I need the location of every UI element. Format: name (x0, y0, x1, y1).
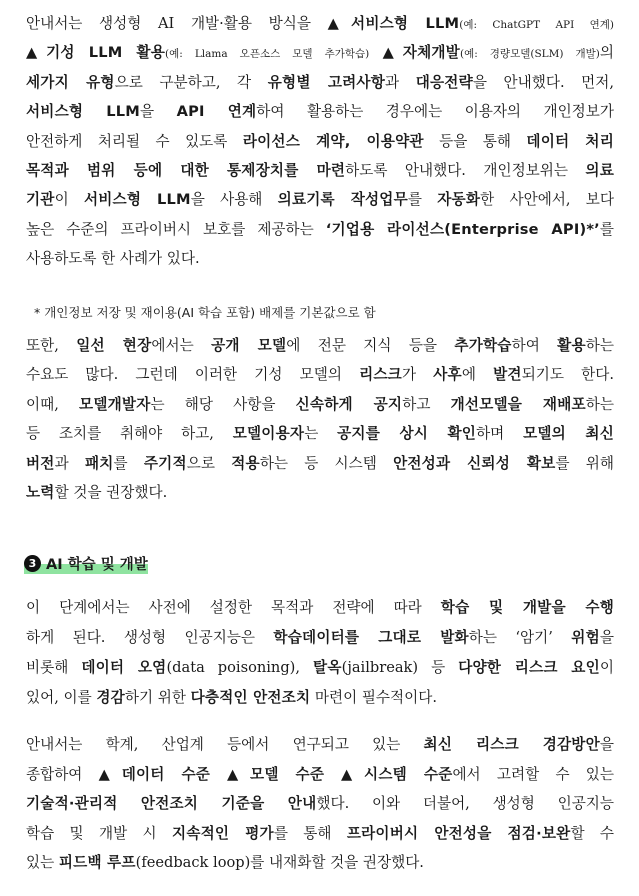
text-segment: (feedback loop)를 내재화할 것을 권장했다. (135, 854, 424, 872)
text-line (26, 365, 614, 385)
bold-text: 공지를 상시 확인 (337, 425, 477, 443)
bold-text: 모델의 최신 (523, 425, 614, 443)
text-segment: (data poisoning), (166, 659, 314, 676)
bold-text: 기관 (26, 191, 55, 209)
bold-text: 대응전략 (415, 73, 473, 91)
text-line (26, 658, 614, 678)
bold-text: 다층적인 안전조치 (190, 689, 311, 706)
text-segment: 는 (304, 425, 338, 443)
text-line (26, 161, 614, 181)
bold-text: 적용 (231, 454, 260, 472)
bold-text: 다양한 리스크 요인 (458, 659, 600, 676)
bold-text: 유형별 고려사항 (267, 73, 386, 91)
text-segment: 이 단계에서는 사전에 설정한 목적과 전략에 따라 (26, 599, 441, 616)
text-segment: 을 (140, 103, 177, 121)
bold-text: 서비스형 LLM (83, 191, 191, 209)
text-segment: 할 것을 권장했다. (54, 484, 168, 501)
text-line (26, 43, 614, 64)
text-segment: 등을 통해 (423, 132, 527, 150)
text-segment: 하기 위한 (124, 689, 191, 706)
bold-text: 프라이버시 안전성을 점검·보완 (346, 824, 571, 842)
bold-text: 서비스형 LLM (26, 103, 141, 121)
text-line (26, 73, 614, 93)
bold-text: 위험 (571, 629, 600, 646)
text-segment: (예: Llama 오픈소스 모델 추가학습) (165, 48, 370, 61)
text-line (26, 853, 614, 873)
text-segment: (예: ChatGPT API 연계) (459, 19, 614, 31)
text-segment: 마련이 필수적이다. (310, 689, 437, 706)
text-line (26, 132, 614, 152)
text-segment: 가 (401, 366, 434, 384)
text-segment: 또한, (26, 337, 77, 354)
bold-text: 데이터 처리 (526, 132, 614, 150)
text-line (26, 336, 614, 356)
text-segment: 하며 (476, 425, 524, 443)
text-line (26, 735, 614, 755)
text-segment: 을 (599, 629, 614, 646)
text-segment: 를 통해 (273, 824, 347, 842)
bold-text: 라이선스 계약, 이용약관 (242, 132, 424, 150)
bold-text: 경감 (96, 689, 125, 706)
bold-text: ‘기업용 라이선스(Enterprise API)*’ (325, 220, 600, 238)
bold-text: 지속적인 평가 (172, 824, 274, 842)
text-line (26, 249, 614, 269)
text-segment: (jailbreak) 등 (341, 659, 459, 676)
text-line (26, 688, 614, 708)
text-segment: 과 (385, 73, 416, 91)
text-segment: (예: 경량모델(SLM) 개발) (459, 48, 600, 61)
bold-text: 의료기록 작성업무 (277, 191, 408, 209)
text-segment (369, 44, 382, 61)
text-segment: 하는 ‘암기’ (468, 629, 572, 646)
text-line (26, 628, 614, 648)
section-heading (24, 551, 148, 575)
text-segment: 이 (54, 191, 84, 209)
text-segment: 있어, 이를 (26, 689, 97, 706)
bold-text: 모델이용자 (232, 425, 305, 443)
bold-text: 자동화 (437, 191, 481, 209)
section-number-icon: 3 (24, 555, 41, 572)
text-segment: 안내서는 학계, 산업계 등에서 연구되고 있는 (26, 736, 424, 753)
bold-text: 안전성과 신뢰성 확보 (393, 454, 556, 472)
text-segment: 과 (54, 454, 85, 472)
bold-text: 학습데이터를 그대로 발화 (273, 629, 469, 646)
text-segment: 으로 구분하고, 각 (114, 73, 268, 91)
text-segment: 안전하게 처리될 수 있도록 (26, 132, 243, 150)
text-segment: 학습 및 개발 시 (26, 824, 173, 842)
section-title: AI 학습 및 개발 (46, 556, 148, 573)
bold-text: 노력 (26, 484, 55, 501)
text-segment: 으로 (186, 454, 232, 472)
bold-text: 일선 현장 (76, 337, 152, 354)
bold-text: 데이터 오염 (81, 659, 167, 676)
bold-text: 세가지 유형 (26, 73, 115, 91)
text-segment: 높은 수준의 프라이버시 보호를 제공하는 (26, 220, 326, 238)
bold-text: 패치 (84, 454, 114, 472)
text-segment: 종합하여 (26, 765, 99, 783)
bold-text: ▲자체개발 (382, 44, 460, 62)
bold-text: 버전 (26, 454, 55, 472)
text-segment: 에서는 (151, 337, 212, 354)
bold-text: 활용 (557, 337, 586, 354)
bold-text: 학습 및 개발을 수행 (440, 599, 614, 616)
text-segment: 에 전문 지식 등을 (286, 337, 455, 354)
bold-text: 최신 리스크 경감방안 (423, 736, 600, 753)
text-line (26, 824, 614, 844)
text-segment: 하고 (402, 395, 451, 413)
text-line (26, 794, 614, 814)
text-line (26, 102, 614, 122)
text-segment: 하게 된다. 생성형 인공지능은 (26, 629, 274, 646)
text-line (26, 454, 614, 474)
bold-text: 기술적·관리적 안전조치 기준을 안내 (26, 795, 317, 813)
text-segment: 을 안내했다. 먼저, (472, 73, 614, 91)
bold-text: 의료 (585, 162, 614, 179)
text-segment: 이 (599, 659, 614, 676)
text-segment: 이때, (26, 395, 80, 413)
text-segment: 하여 활용하는 경우에는 이용자의 개인정보가 (256, 103, 614, 121)
text-line (26, 483, 614, 503)
text-line (26, 14, 614, 35)
bold-text: 주기적 (143, 454, 187, 472)
bold-text: ▲데이터 수준 ▲모델 수준 ▲시스템 수준 (98, 765, 453, 783)
bold-text: 피드백 루프 (58, 854, 136, 872)
text-segment: 비롯해 (26, 659, 82, 676)
text-segment: 있는 (26, 854, 59, 872)
text-segment: 하는 (585, 337, 614, 354)
bold-text: 공개 모델 (211, 337, 287, 354)
bold-text: 발견 (493, 366, 522, 384)
text-segment: 를 (599, 220, 614, 238)
bold-text: 탈옥 (313, 659, 342, 676)
text-segment: 안내서는 생성형 AI 개발·활용 방식을 (26, 15, 328, 32)
text-segment: 는 해당 사항을 (150, 395, 296, 413)
text-segment: 되기도 한다. (521, 366, 614, 384)
text-line (26, 424, 614, 444)
text-line (26, 190, 614, 210)
text-segment: 하도록 안내했다. 개인정보위는 (345, 162, 586, 179)
bold-text: API 연계 (176, 103, 257, 121)
text-segment: 수요도 많다. 그런데 이러한 기성 모델의 (26, 366, 360, 384)
text-segment: 사용하도록 한 사례가 있다. (26, 250, 200, 268)
text-segment: 을 사용해 (190, 191, 278, 209)
text-line (26, 395, 614, 415)
text-segment: 를 (113, 454, 144, 472)
text-segment: 에서 고려할 수 있는 (452, 765, 614, 783)
bold-text: 모델개발자 (79, 395, 151, 413)
text-segment: 하는 (585, 395, 614, 413)
bold-text: 사후 (433, 366, 462, 384)
text-segment: 의 (599, 44, 614, 62)
text-line (26, 220, 614, 240)
bold-text: 신속하게 공지 (295, 395, 403, 413)
bold-text: 개선모델을 재배포 (450, 395, 586, 413)
bold-text: ▲서비스형 LLM (327, 15, 460, 32)
text-segment: 에 (461, 366, 494, 384)
text-segment: 를 위해 (555, 454, 614, 472)
text-segment: 할 수 (570, 824, 614, 842)
text-segment: 했다. 이와 더불어, 생성형 인공지능 (316, 795, 614, 813)
text-segment: 하여 (511, 337, 558, 354)
footnote: * 개인정보 저장 및 재이용(AI 학습 포함) 배제를 기본값으로 함 (34, 305, 376, 320)
text-segment: 를 (407, 191, 438, 209)
bold-text: 목적과 범위 등에 대한 통제장치를 마련 (26, 162, 346, 179)
bold-text: ▲기성 LLM 활용 (26, 44, 166, 62)
text-line (26, 598, 614, 618)
text-line (26, 765, 614, 785)
bold-text: 추가학습 (454, 337, 512, 354)
text-segment: 한 사안에서, 보다 (480, 191, 614, 209)
bold-text: 리스크 (359, 366, 402, 384)
text-segment: 을 (599, 736, 614, 753)
text-segment: 하는 등 시스템 (259, 454, 394, 472)
text-segment: 등 조치를 취해야 하고, (26, 425, 233, 443)
